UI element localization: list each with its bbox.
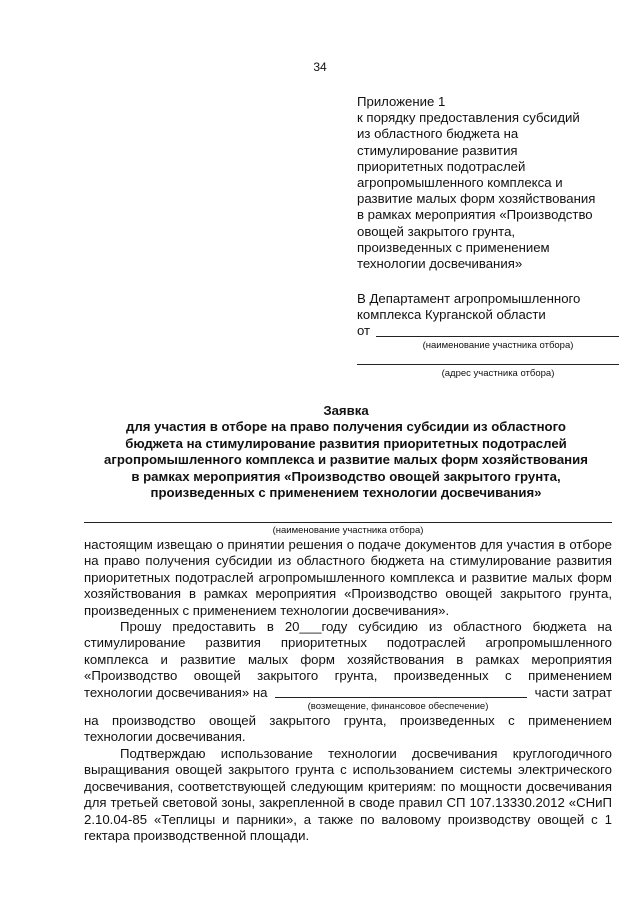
appendix-line: развитие малых форм хозяйствования (357, 191, 596, 207)
amount-prefix: технологии досвечивания» на (84, 684, 268, 700)
addressee-line: комплекса Курганской области (357, 307, 546, 323)
confirmation-paragraph: Подтверждаю использование технологии досвечивания круглогодичного выращивания овощей закрытого грунта с использованием системы электрического досвечивания, соответствующей следующим критериям: по мощности досвечивания для третьей световой зоны, закрепленной в своде правил СП 107.13330.2012 «СНиП 2.10.04-85 «Теплицы и парники», а также по валовому производству овощей с 1 гектара производственной площади. (84, 745, 612, 843)
funding-type-field[interactable] (275, 697, 526, 698)
title-line: агропромышленного комплекса и развитие малых форм хозяйствования (104, 452, 588, 468)
appendix-line: Приложение 1 (357, 94, 446, 109)
appendix-line: приоритетных подотраслей (357, 158, 526, 174)
applicant-name-field[interactable] (84, 512, 612, 523)
amount-row (84, 685, 612, 701)
appendix-line: агропромышленного комплекса и (357, 175, 563, 191)
request-paragraph: Прошу предоставить в 20___году субсидию из областного бюджета на стимулирование развития приоритетных подотраслей агропромышленного комплекса и развитие малых форм хозяйствования в рамках мероприятия «Производство овощей закрытого грунта, произведенных с применением (84, 619, 612, 684)
hint-funding-type: (возмещение, финансовое обеспечение) (307, 701, 489, 713)
addressee-block (357, 291, 619, 380)
participant-address-field[interactable] (357, 352, 619, 365)
title-line: бюджета на стимулирование развития приоритетных подотраслей (125, 435, 567, 451)
appendix-line: овощей закрытого грунта, (357, 223, 516, 239)
hint-applicant-name: (наименование участника отбора) (272, 525, 424, 536)
hint-participant-name: (наименование участника отбора) (422, 339, 574, 351)
title-line: произведенных с применением технологии досвечивания» (150, 485, 542, 501)
hint-participant-address: (адрес участника отбора) (441, 367, 555, 379)
addressee-line: В Департамент агропромышленного (357, 291, 581, 306)
notice-paragraph: настоящим извещаю о принятии решения о подаче документов для участия в отборе на право получения субсидии из областного бюджета на стимулирование развития приоритетных подотраслей агропромышленного комплекса и развитие малых форм хозяйствования в рамках мероприятия «Производство овощей закрытого грунта, произведенных с применением технологии досвечивания». (84, 537, 612, 618)
request-paragraph-end: на производство овощей закрытого грунта, произведенных с применением технологии досвечивания. (84, 713, 612, 745)
title-heading: Заявка (323, 403, 369, 418)
title-line: в рамках мероприятия «Производство овощей закрытого грунта, (131, 468, 561, 484)
appendix-line: к порядку предоставления субсидий (357, 110, 580, 126)
appendix-line: произведенных с применением (357, 239, 550, 255)
from-label: от (357, 323, 371, 339)
appendix-line: стимулирование развития (357, 142, 518, 158)
appendix-line: из областного бюджета на (357, 126, 519, 142)
appendix-line: в рамках мероприятия «Производство (357, 207, 593, 223)
amount-suffix: части затрат (534, 684, 612, 700)
appendix-header (357, 94, 619, 272)
appendix-line: технологии досвечивания» (357, 256, 523, 272)
from-row (357, 323, 619, 339)
title-line: для участия в отборе на право получения субсидии из областного (126, 419, 566, 435)
application-body (84, 512, 612, 844)
application-title (80, 403, 612, 501)
participant-name-field[interactable] (376, 336, 619, 337)
page-number: 34 (313, 60, 327, 74)
